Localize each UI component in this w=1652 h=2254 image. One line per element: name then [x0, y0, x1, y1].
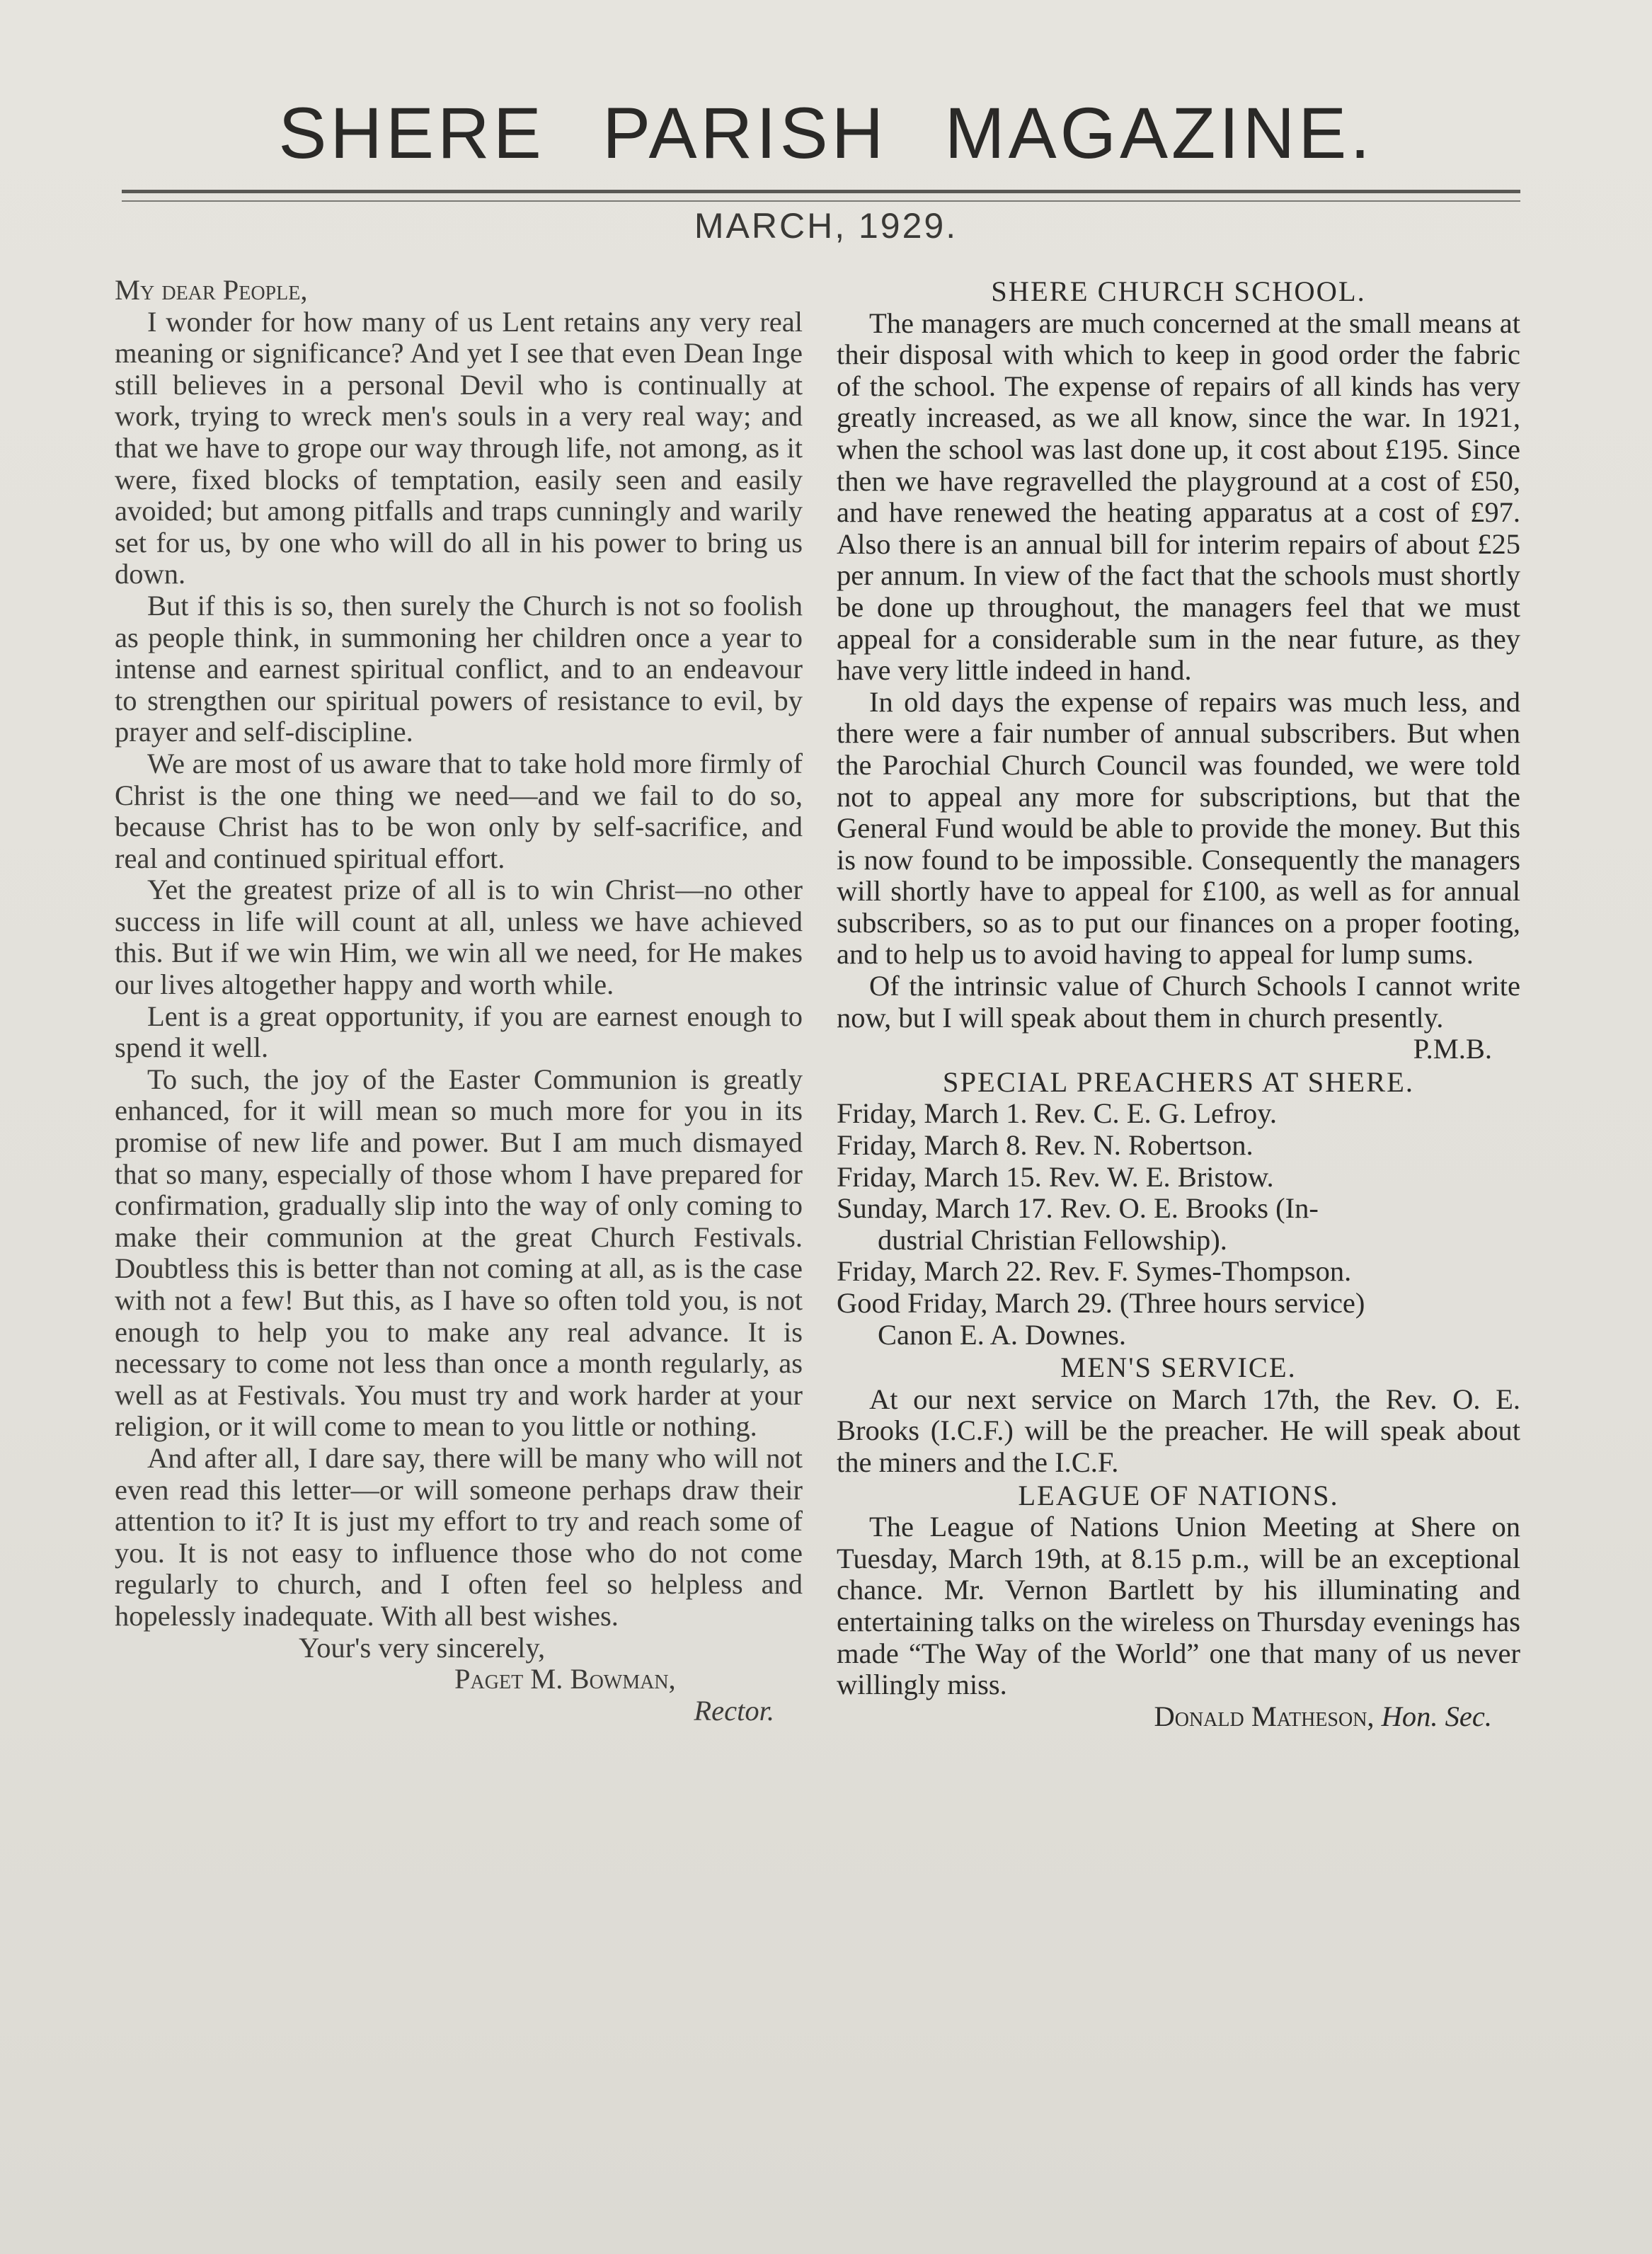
preacher-line: Friday, March 8. Rev. N. Robertson.: [837, 1129, 1254, 1162]
preacher-line: Friday, March 15. Rev. W. E. Bristow.: [837, 1160, 1274, 1193]
letter-paragraph: And after all, I dare say, there will be many who will not even read this letter—or will someone perhaps draw their attention to it? It is just my effort to try and reach some of you. It is not easy to influence those who do not come regularly to church, and I often feel so helpless and hopelessly inadequate. With all best wishes.: [115, 1441, 803, 1632]
league-signature-name: Donald Matheson,: [1154, 1700, 1375, 1732]
letter-closing: Your's very sincerely,: [299, 1631, 546, 1664]
preacher-line: Good Friday, March 29. (Three hours service): [837, 1287, 1365, 1319]
preachers-list: [837, 1098, 1520, 1351]
league-heading: LEAGUE OF NATIONS.: [1018, 1479, 1339, 1511]
letter-role: Rector.: [694, 1694, 774, 1727]
mens-service-heading: MEN'S SERVICE.: [1060, 1351, 1297, 1384]
letter-salutation: My dear People,: [115, 274, 308, 306]
preacher-line: dustrial Christian Fellowship).: [878, 1223, 1227, 1256]
right-column: [837, 275, 1520, 1732]
issue-date: MARCH, 1929.: [694, 206, 958, 246]
league-signature-role: Hon. Sec.: [1381, 1700, 1492, 1732]
school-paragraph: Of the intrinsic value of Church Schools I cannot write now, but I will speak about them in church presently.: [837, 970, 1520, 1034]
title-rule: [122, 190, 1520, 193]
preacher-line: Friday, March 22. Rev. F. Symes-Thompson.: [837, 1255, 1352, 1288]
preacher-line: Friday, March 1. Rev. C. E. G. Lefroy.: [837, 1097, 1277, 1130]
preacher-line: Sunday, March 17. Rev. O. E. Brooks (In-: [837, 1192, 1319, 1225]
league-text: The League of Nations Union Meeting at Shere on Tuesday, March 19th, at 8.15 p.m., will be an exceptional chance. Mr. Vernon Bartlett by his illuminating and entertaining talks on the wireless on Thursday evenings has made “The Way of the World” one that many of us never willingly miss.: [837, 1511, 1520, 1701]
school-heading: SHERE CHURCH SCHOOL.: [991, 275, 1366, 307]
school-paragraph: The managers are much concerned at the small means at their disposal with which to keep in good order the fabric of the school. The expense of repairs of all kinds has very greatly increased, as we all know, since the war. In 1921, when the school was last done up, it cost about £195. Since then we have regravelled the playground at a cost of £50, and have renewed the heating apparatus at a cost of £97. Also there is an annual bill for interim repairs of about £25 per annum. In view of the fact that the schools must shortly be done up throughout, the managers feel that we must appeal for a considerable sum in the near future, as they have very little indeed in hand.: [837, 307, 1520, 687]
mens-service-text: At our next service on March 17th, the Rev. O. E. Brooks (I.C.F.) will be the preacher. He will speak about the miners and the I.C.F.: [837, 1383, 1520, 1478]
league-signature: [837, 1701, 1520, 1733]
rector-letter: [115, 275, 803, 1727]
school-initials: P.M.B.: [1413, 1033, 1492, 1065]
preacher-line: Canon E. A. Downes.: [878, 1318, 1126, 1351]
letter-paragraph: We are most of us aware that to take hold more firmly of Christ is the one thing we need—and we fail to do so, because Christ has to be won only by self-sacrifice, and real and continued spiritual effort.: [115, 747, 803, 874]
title-rule-thin: [122, 200, 1520, 202]
letter-signature: Paget M. Bowman,: [454, 1663, 676, 1695]
school-paragraph: In old days the expense of repairs was much less, and there were a fair number of annual subscribers. But when the Parochial Church Council was founded, we were told not to appeal any more for subscriptions, but that the General Fund would be able to provide the money. But this is now found to be impossible. Consequently the managers will shortly have to appeal for £100, as well as for annual subscribers, so as to put our finances on a proper footing, and to help us to avoid having to appeal for lump sums.: [837, 685, 1520, 971]
letter-paragraph: To such, the joy of the Easter Communion is greatly enhanced, for it will mean so much more for you in its promise of new life and power. But I am much dismayed that so many, especially of those whom I have prepared for confirmation, gradually slip into the way of only coming to make their communion at the great Church Festivals. Doubtless this is better than not coming at all, as is the case with not a few! But this, as I have so often told you, is not enough to help you to make any real advance. It is necessary to come not less than once a month regularly, as well as at Festivals. You must try and work harder at your religion, or it will come to mean to you little or nothing.: [115, 1063, 803, 1443]
letter-paragraph: I wonder for how many of us Lent retains any very real meaning or significance? And yet I see that even Dean Inge still believes in a personal Devil who is continually at work, trying to wreck men's souls in a very real way; and that we have to grope our way through life, not among, as it were, fixed blocks of temptation, easily seen and easily avoided; but among pitfalls and traps cunningly and warily set for us, by one who will do all in his power to bring us down.: [115, 305, 803, 590]
letter-paragraph: Yet the greatest prize of all is to win Christ—no other success in life will count at all, unless we have achieved this. But if we win Him, we win all we need, for He makes our lives altogether happy and worth while.: [115, 874, 803, 1001]
letter-paragraph: Lent is a great opportunity, if you are earnest enough to spend it well.: [115, 1000, 803, 1064]
magazine-title: SHERE PARISH MAGAZINE.: [278, 93, 1374, 173]
preachers-heading: SPECIAL PREACHERS AT SHERE.: [942, 1065, 1415, 1098]
letter-paragraph: But if this is so, then surely the Church is not so foolish as people think, in summoning her children once a year to intense and earnest spiritual conflict, and to an endeavour to strengthen our spiritual powers of resistance to evil, by prayer and self-discipline.: [115, 589, 803, 748]
